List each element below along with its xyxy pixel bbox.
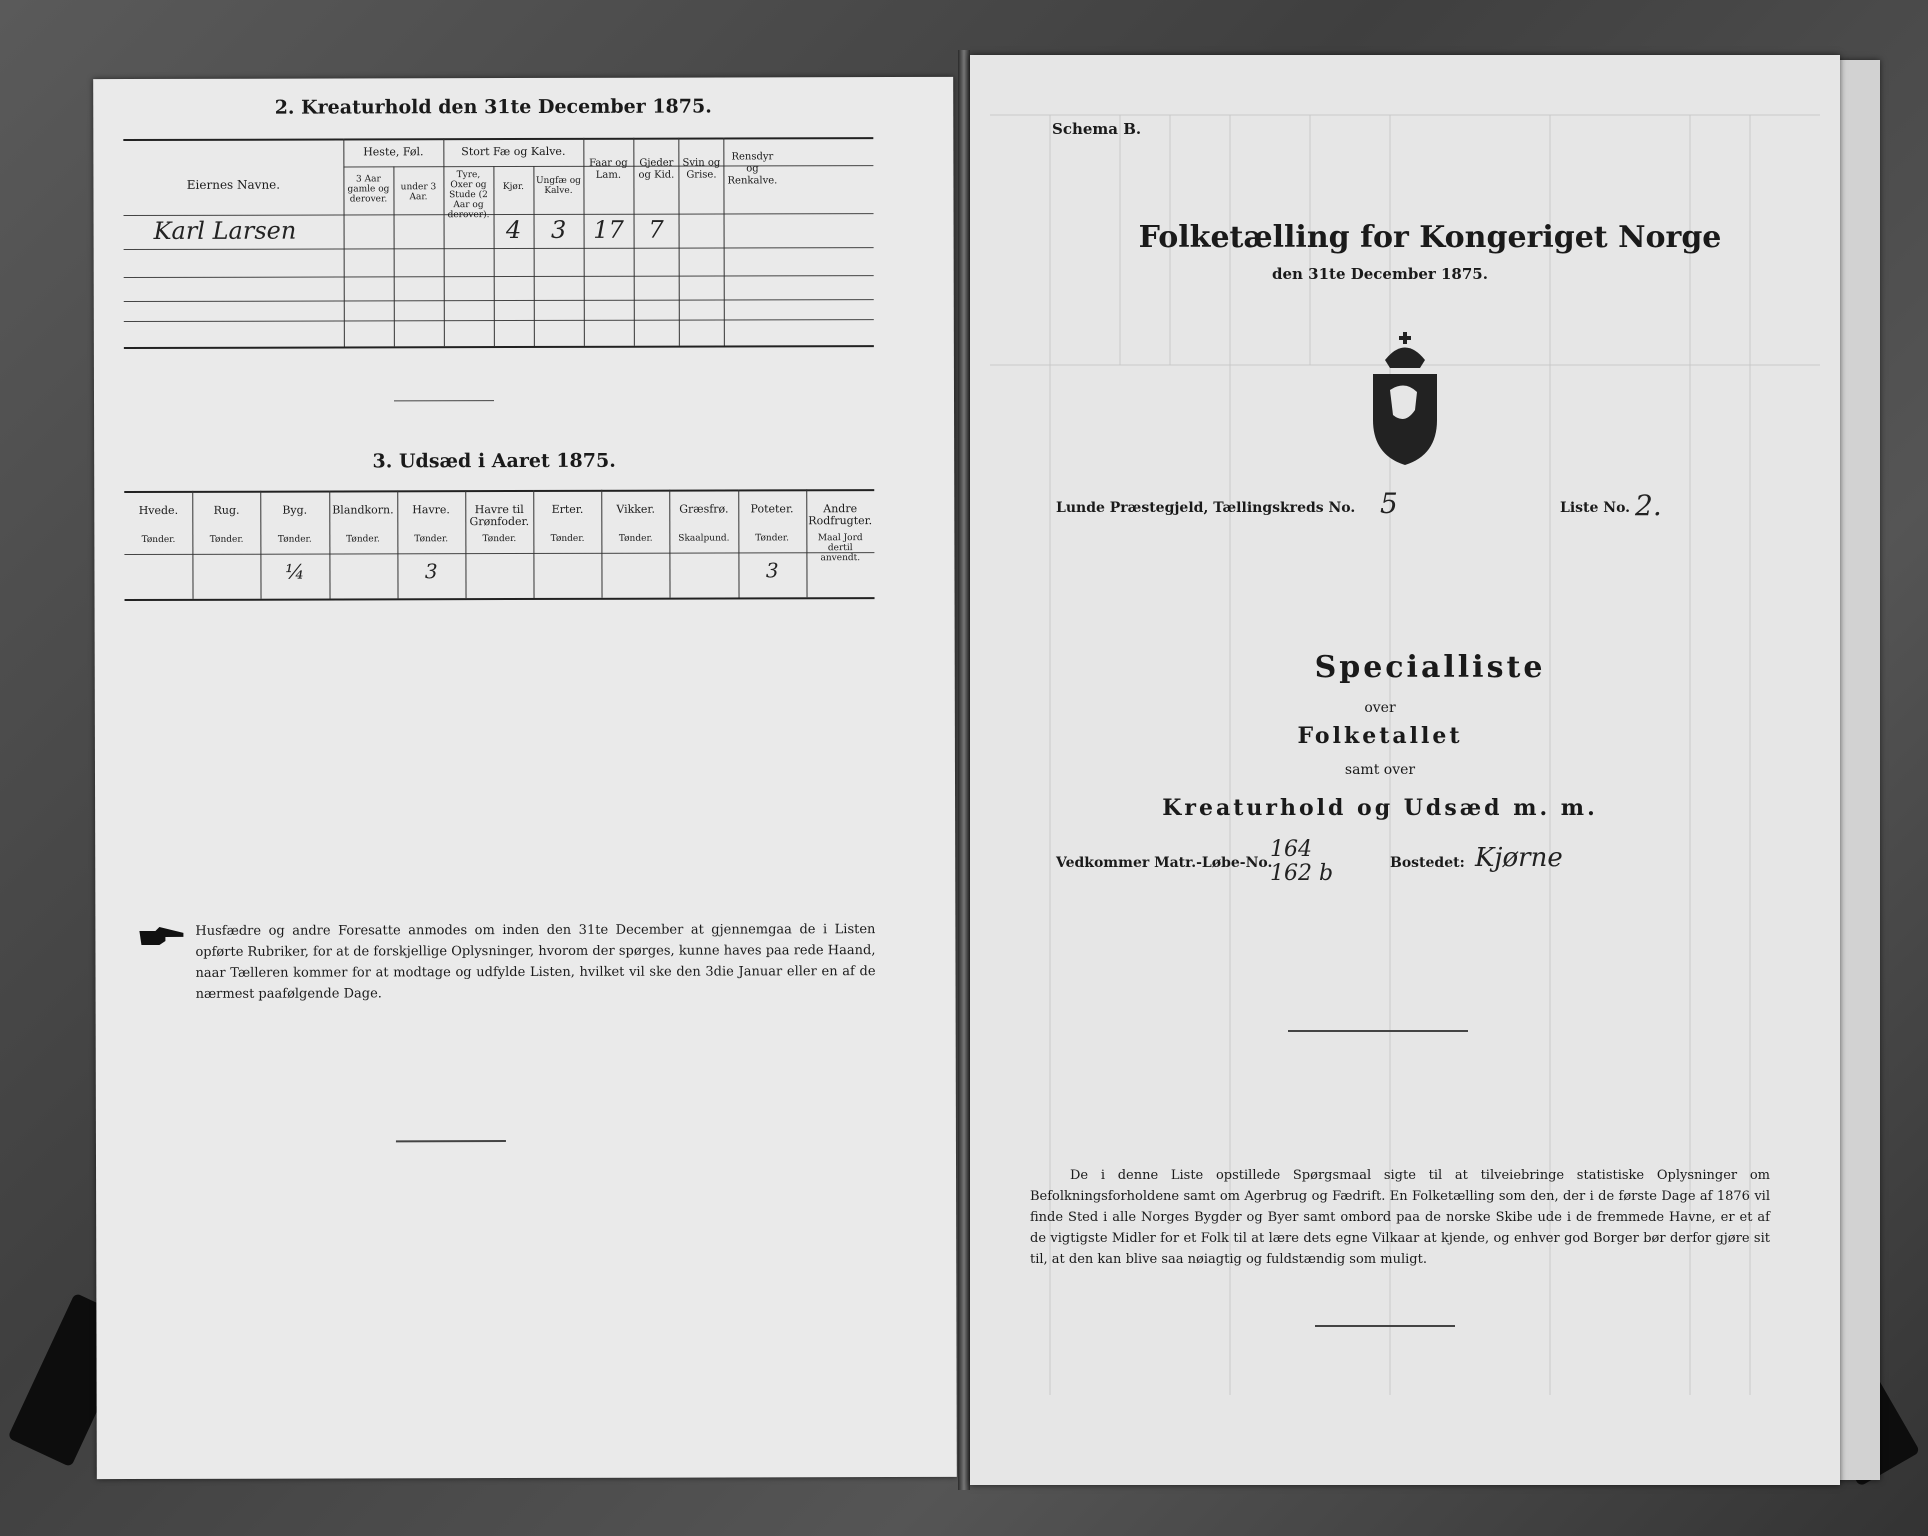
s3-col-unit: Tønder.: [755, 533, 789, 544]
s3-col-unit: Tønder.: [414, 534, 449, 545]
s3-col-unit: Skaalpund.: [678, 533, 730, 544]
coat-of-arms-emblem: [1355, 330, 1455, 470]
col-bulls-header: Tyre, Oxer og Stude (2 Aar og derover).: [447, 170, 490, 221]
s3-col-header: Rug.: [213, 503, 240, 517]
s3-col-header: Erter.: [551, 502, 584, 516]
bostedet-label: Bostedet:: [1390, 855, 1465, 871]
bostedet-value: Kjørne: [1475, 843, 1563, 873]
s3-col-header: Vikker.: [616, 502, 655, 516]
schema-label: Schema B.: [1052, 120, 1142, 138]
col-goats-header: Gjeder og Kid.: [638, 157, 675, 181]
prestegjeld-label: Lunde Præstegjeld, Tællingskreds No.: [1056, 500, 1356, 516]
folketallet-heading: Folketallet: [1297, 723, 1463, 749]
tellingskreds-number: 5: [1380, 487, 1398, 520]
book-fold: [958, 50, 970, 1490]
s2-row-line: [124, 319, 874, 322]
col-horses-old-header: 3 Aar gamle og derover.: [347, 174, 390, 205]
group-cattle-header: Stort Fæ og Kalve.: [461, 144, 566, 159]
matr-label: Vedkommer Matr.-Løbe-No.: [1056, 855, 1273, 871]
s3-value-cell: ¼: [285, 559, 305, 584]
s3-bottom-rule: [125, 597, 875, 601]
young-cattle-value: 3: [550, 215, 567, 244]
s3-top-rule: [124, 489, 874, 493]
kreaturhold-heading: Kreaturhold og Udsæd m. m.: [1162, 795, 1598, 821]
col-young-header: Ungfæ og Kalve.: [535, 175, 581, 196]
s3-col-header: Byg.: [282, 503, 308, 517]
col-owner-header: Eiernes Navne.: [186, 177, 281, 192]
s2-row-line: [124, 299, 874, 302]
left-page: [93, 77, 957, 1479]
s3-col-header: Hvede.: [138, 503, 179, 518]
separator-rule: [394, 400, 494, 401]
s3-col-header: Havre.: [412, 503, 450, 517]
bottom-rule: [396, 1140, 506, 1142]
s3-col-unit: Tønder.: [141, 534, 176, 546]
specialliste-heading: Specialliste: [1314, 650, 1546, 685]
matr-value-top: 164: [1270, 837, 1312, 862]
s2-row-line: [124, 275, 874, 278]
s2-col-line: [343, 138, 345, 346]
main-title: Folketælling for Kongeriget Norge: [1138, 220, 1722, 255]
s3-col-header: Poteter.: [750, 502, 794, 516]
matr-value-bottom: 162 b: [1270, 861, 1334, 886]
group-horses-header: Heste, Føl.: [363, 145, 424, 159]
samt-over-text: samt over: [1344, 762, 1416, 778]
s3-col-header: Andre Rodfrugter.: [808, 502, 873, 528]
s3-col-unit: Maal Jord dertil anvendt.: [817, 533, 863, 564]
sheep-value: 17: [593, 215, 624, 244]
s3-col-unit: Tønder.: [209, 534, 244, 545]
mid-rule: [1288, 1030, 1468, 1032]
s2-row-line: [124, 247, 874, 250]
s3-col-header: Blandkorn.: [332, 503, 394, 517]
s3-col-unit: Tønder.: [346, 534, 380, 545]
goats-value: 7: [648, 215, 664, 244]
cows-value: 4: [505, 216, 522, 245]
s3-header-rule: [124, 552, 874, 555]
s3-col-unit: Tønder.: [277, 534, 312, 545]
s2-top-rule: [123, 137, 873, 141]
s2-bottom-rule: [124, 345, 874, 349]
col-reindeer-header: Rensdyr og Renkalve.: [727, 151, 778, 187]
s3-col-unit: Tønder.: [550, 533, 585, 544]
s3-col-header: Græsfrø.: [679, 502, 729, 516]
s3-col-unit: Tønder.: [482, 534, 517, 545]
s2-col-line: [493, 166, 494, 346]
pointing-hand-icon: [137, 925, 187, 949]
end-rule: [1315, 1325, 1455, 1327]
col-cows-header: Kjør.: [502, 182, 525, 193]
liste-label: Liste No.: [1560, 500, 1631, 516]
section3-title: 3. Udsæd i Aaret 1875.: [372, 449, 616, 473]
col-horses-young-header: under 3 Aar.: [400, 182, 437, 203]
col-sheep-header: Faar og Lam.: [589, 157, 628, 181]
section2-title: 2. Kreaturhold den 31te December 1875.: [274, 95, 712, 119]
right-page: [970, 55, 1840, 1485]
s3-col-header: Havre til Grønfoder.: [469, 503, 530, 529]
notice-text: Husfædre og andre Foresatte anmodes om inden den 31te December at gjennemgaa de i Listen opførte Rubriker, for at de forskjellige Oplysninger, hvorom der spørges, kunne haves paa rede Haand, naar Tælleren kommer for at modtage og udfylde Listen, hvilket vil ske den 3die Januar eller en af de nærmest paafølgende Dage.: [195, 922, 876, 1002]
owner-name-cell: Karl Larsen: [153, 216, 297, 245]
s3-value-cell: 3: [424, 559, 438, 584]
s3-value-cell: 3: [765, 558, 779, 583]
over-text: over: [1364, 700, 1396, 716]
title-date: den 31te December 1875.: [1272, 265, 1488, 283]
s3-col-unit: Tønder.: [618, 533, 653, 544]
liste-number: 2.: [1635, 489, 1662, 522]
intro-paragraph: De i denne Liste opstillede Spørgsmaal sigte til at tilveiebringe statistiske Oplysninger om Befolkningsforholdene samt om Agerbrug og Fædrift. En Folketælling som den, der i de første Dage af 1876 vil finde Sted i alle Norges Bygder og Byer samt ombord paa de norske Skibe ude i de fremmede Havne, er et af de vigtigste Midler for et Folk til at lære dets egne Vilkaar at kjende, og enhver god Borger bør derfor gjøre sit til, at den kan blive saa nøiagtig og fuldstændig som muligt.: [1030, 1168, 1770, 1267]
col-pigs-header: Svin og Grise.: [682, 157, 721, 181]
